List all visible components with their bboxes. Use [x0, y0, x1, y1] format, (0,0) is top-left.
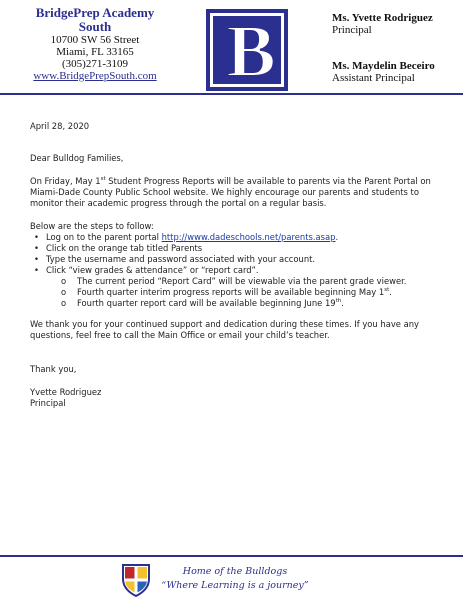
school-name-campus: South	[78, 19, 112, 34]
step-item	[30, 265, 442, 276]
crest-shield-icon	[121, 563, 151, 597]
step-2-text: Click on the orange tab titled Parents	[46, 243, 203, 253]
bridgeprep-logo	[206, 9, 288, 91]
sub-step-item	[30, 287, 442, 298]
logo-wordmark: BRIDGEPREP	[218, 22, 227, 80]
letter-greeting: Dear Bulldog Families,	[30, 153, 124, 163]
parent-portal-link[interactable]: http://www.dadeschools.net/parents.asap	[161, 232, 336, 242]
step-item	[30, 232, 442, 243]
principal-name: Ms. Yvette Rodriguez	[332, 12, 433, 24]
school-info	[0, 6, 190, 82]
sub-step-3-ordinal: th	[335, 298, 342, 305]
school-name: BridgePrep Academy	[35, 5, 155, 20]
school-address-city: Miami, FL 33165	[56, 46, 134, 58]
letter-date: April 28, 2020	[30, 121, 90, 131]
footer-motto-line-1: Home of the Bulldogs	[182, 566, 288, 577]
header-divider	[0, 93, 463, 95]
p1-text-start: On Friday, May 1	[30, 176, 101, 186]
steps-intro: Below are the steps to follow:	[30, 221, 154, 231]
sub-step-item	[30, 298, 442, 309]
assistant-principal-title: Assistant Principal	[332, 72, 415, 84]
signature-name: Yvette Rodriguez	[30, 387, 102, 397]
assistant-principal-name: Ms. Maydelin Beceiro	[332, 60, 435, 72]
step-4-text: Click “view grades & attendance” or “report card”.	[46, 265, 259, 275]
principal-title: Principal	[332, 24, 372, 36]
step-1-end: .	[335, 232, 339, 242]
step-item	[30, 254, 442, 265]
sub-step-3-text: Fourth quarter report card will be available beginning June 19	[77, 298, 336, 308]
steps-list	[30, 232, 442, 309]
sub-step-2-end: .	[389, 287, 392, 297]
step-1-text: Log on to the parent portal	[46, 232, 162, 242]
school-phone: (305)271-3109	[62, 58, 128, 70]
p1-ordinal: st	[100, 176, 106, 183]
letter-closing: Thank you,	[30, 364, 77, 374]
assistant-principal-block	[332, 60, 435, 84]
step-item	[30, 243, 442, 254]
footer-divider	[0, 555, 463, 557]
letter-paragraph-1	[30, 176, 442, 209]
sub-step-item	[30, 276, 442, 287]
sub-step-2-text: Fourth quarter interim progress reports will be available beginning May 1	[77, 287, 385, 297]
logo-letter: B	[226, 11, 276, 91]
school-address-street: 10700 SW 56 Street	[50, 34, 140, 46]
footer-motto-line-2: “Where Learning is a journey”	[161, 580, 309, 591]
principal-block	[332, 12, 433, 36]
school-website-link[interactable]: www.BridgePrepSouth.com	[33, 70, 157, 82]
letter-paragraph-2: We thank you for your continued support and dedication during these times. If you have any questions, feel free to call the Main Office or email your child’s teacher.	[30, 319, 420, 340]
sub-step-3-end: .	[341, 298, 344, 308]
sub-step-2-ordinal: st	[384, 287, 390, 294]
sub-step-1-text: The current period “Report Card” will be viewable via the parent grade viewer.	[77, 276, 407, 286]
p1-text-rest: Student Progress Reports will be available to parents via the Parent Portal on Miami-Dade County Public School website. We highly encourage our parents and students to monitor their academic progress through the portal on a regular basis.	[30, 176, 431, 208]
step-3-text: Type the username and password associated with your account.	[46, 254, 316, 264]
signature-title: Principal	[30, 398, 66, 408]
